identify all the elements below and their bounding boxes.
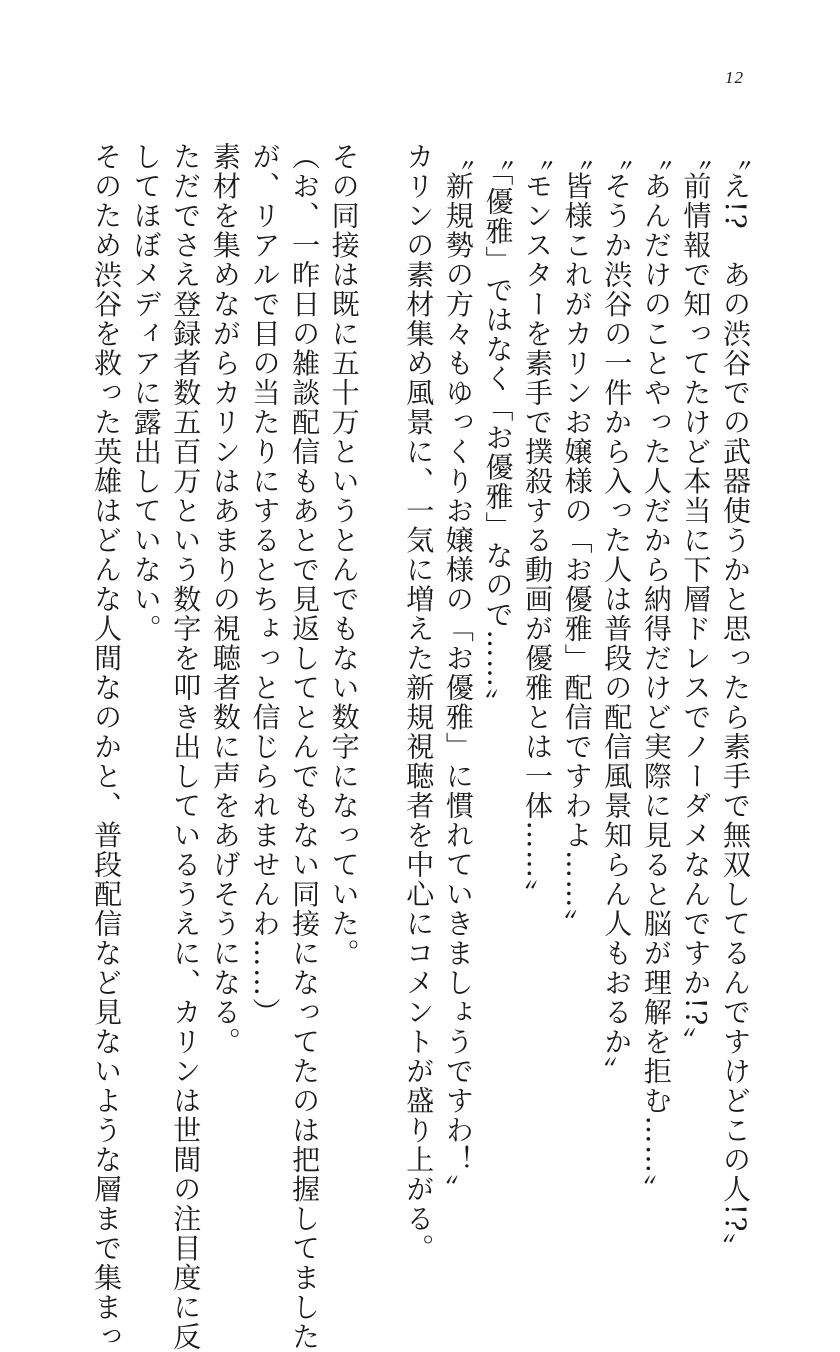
comment-line: 〝前情報で知ってたけど本当に下層ドレスでノーダメなんですか!?〟 (679, 142, 713, 1057)
narration-line: その同接は既に五十万というとんでもない数字になっていた。 (327, 142, 361, 968)
comment-line: 〝そうか渋谷の一件から入った人は普段の配信風景知らん人もおるか〟 (600, 142, 634, 1086)
comment-line: 〝え!? あの渋谷での武器使うかと思ったら素手で無双してるんですけどこの人!?〟 (719, 142, 752, 1263)
narration-line: そのため渋谷を救った英雄はどんな人間なのかと、普段配信など見ないような層まで集まっ (90, 142, 124, 1352)
narration-line: 素材を集めながらカリンはあまりの視聴者数に声をあげそうになる。 (208, 142, 242, 1057)
inner-thought-line: が、リアルで目の当たりにするとちょっと信じられませんわ……） (248, 142, 282, 1027)
comment-line: 〝「優雅」ではなく「お優雅」なので……〟 (481, 142, 515, 718)
vertical-text-body (35, 142, 755, 1352)
narration-line: してほぼメディアに露出していない。 (129, 142, 163, 644)
page-number: 12 (725, 68, 744, 87)
narration-line: カリンの素材集め風景に、一気に増えた新規視聴者を中心にコメントが盛り上がる。 (402, 142, 436, 1263)
comment-line: 〝皆様これがカリンお嬢様の「お優雅」配信ですわよ……〟 (560, 142, 594, 939)
comment-line: 〝あんだけのことやった人だから納得だけど実際に見ると脳が理解を拒む……〟 (639, 142, 673, 1204)
comment-line: 〝新規勢の方々もゆっくりお嬢様の「お優雅」に慣れていきましょうですわ！〟 (441, 142, 475, 1204)
inner-thought-line: （お、一昨日の雑談配信もあとで見返してとんでもない同接になってたのは把握してました (288, 142, 322, 1352)
comment-line: 〝モンスターを素手で撲殺する動画が優雅とは一体……〟 (521, 142, 555, 909)
narration-line: ただでさえ登録者数五百万という数字を叩き出しているうえに、カリンは世間の注目度に反 (169, 142, 203, 1352)
